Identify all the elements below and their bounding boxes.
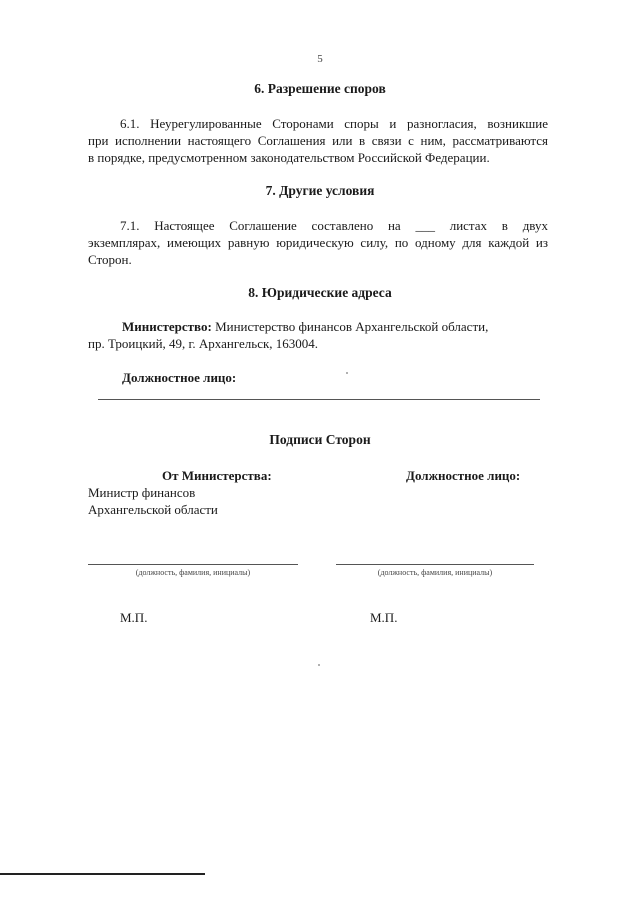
right-signature-caption: (должность, фамилия, инициалы)	[377, 568, 493, 577]
left-signature-line	[88, 564, 298, 565]
signatures-title: Подписи Сторон	[269, 432, 371, 447]
page-number: 5	[317, 53, 323, 65]
ministry-label: Министерство:	[122, 319, 212, 334]
ministry-name: Министерство финансов Архангельской области,	[211, 319, 489, 334]
section-6-paragraph-line-2: при исполнении настоящего Соглашения или в связи с ним, рассматриваются	[88, 133, 548, 148]
right-signature-line	[336, 564, 534, 565]
left-stamp-mark: М.П.	[120, 610, 148, 625]
footer-rule	[0, 873, 205, 875]
minister-title-line-2: Архангельской области	[88, 502, 218, 517]
official-address-line	[98, 399, 540, 400]
official-label: Должностное лицо:	[122, 370, 237, 385]
section-8-title: 8. Юридические адреса	[248, 285, 392, 300]
section-7-title: 7. Другие условия	[265, 183, 375, 198]
section-6-paragraph-line-1: 6.1. Неурегулированные Сторонами споры и разногласия, возникшие	[120, 116, 548, 131]
ministry-address-line-1	[122, 318, 488, 335]
section-7-paragraph-line-2: экземплярах, имеющих равную юридическую силу, по одному для каждой из	[88, 235, 548, 250]
section-6-paragraph-line-3: в порядке, предусмотренном законодательством Российской Федерации.	[88, 150, 490, 165]
scan-speck	[346, 372, 348, 374]
left-signature-caption: (должность, фамилия, инициалы)	[135, 568, 251, 577]
minister-title-line-1: Министр финансов	[88, 485, 196, 500]
scan-speck	[318, 664, 320, 666]
section-6-title: 6. Разрешение споров	[254, 81, 386, 96]
ministry-address-line-2: пр. Троицкий, 49, г. Архангельск, 163004.	[88, 336, 319, 351]
section-7-paragraph-line-3: Сторон.	[88, 252, 132, 267]
right-stamp-mark: М.П.	[370, 610, 398, 625]
official-header: Должностное лицо:	[406, 468, 521, 483]
from-ministry-header: От Министерства:	[162, 468, 272, 483]
section-7-paragraph-line-1: 7.1. Настоящее Соглашение составлено на ___ листах в двух	[120, 218, 548, 233]
